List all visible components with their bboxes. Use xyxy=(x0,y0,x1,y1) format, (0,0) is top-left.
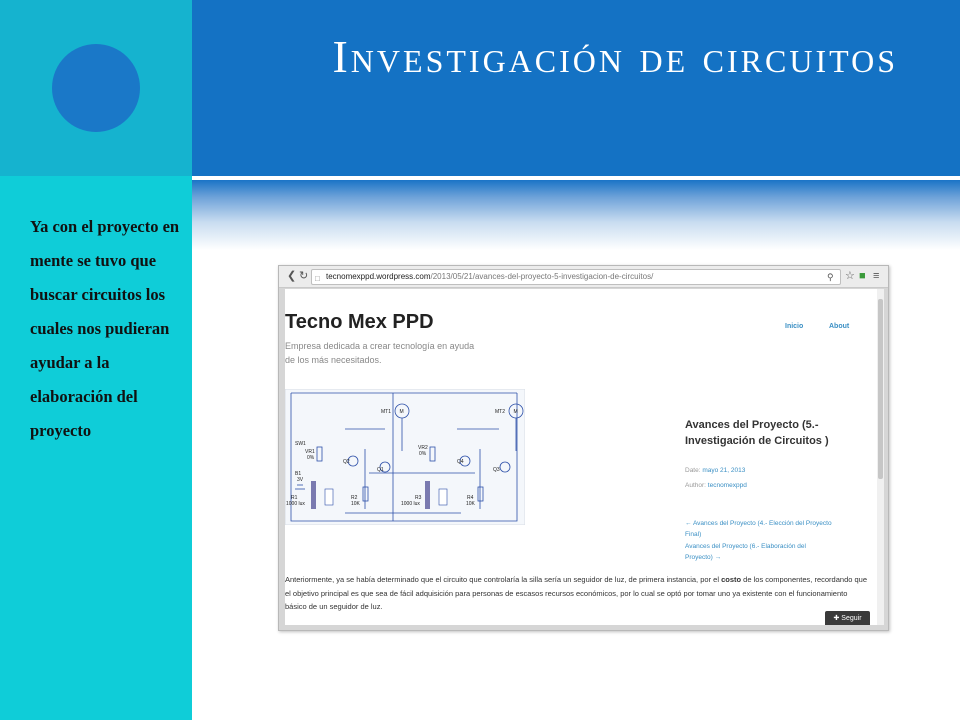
post-title[interactable]: Avances del Proyecto (5.- Investigación de Circuitos ) xyxy=(685,419,829,447)
url-host: tecnomexppd.wordpress.com xyxy=(326,272,431,281)
url-path: /2013/05/21/avances-del-proyecto-5-investigacion-de-circuitos/ xyxy=(430,272,654,281)
label-q4: Q4 xyxy=(457,459,464,465)
title-bar xyxy=(192,0,960,176)
label-sw1: SW1 xyxy=(295,441,306,447)
title-gradient xyxy=(192,180,960,250)
browser-viewport xyxy=(285,289,877,625)
label-m2: M xyxy=(513,409,518,415)
follow-label: Seguir xyxy=(841,615,862,622)
date-label: Date: xyxy=(685,467,701,474)
label-mt1: MT1 xyxy=(381,409,391,415)
post-body-part-2: de los componentes, recordando que el objetivo principal es que sea de fácil adquisición para personas de escasos recursos económicos, por lo cual se optó por tomar uno ya existente con el funcionamiento básico de un seguidor de luz. xyxy=(285,575,868,611)
address-bar[interactable] xyxy=(311,269,841,285)
page-icon: □ xyxy=(315,274,320,283)
scroll-thumb[interactable] xyxy=(878,299,883,479)
follow-button[interactable] xyxy=(825,611,870,625)
label-mt2: MT2 xyxy=(495,409,505,415)
decorative-circle xyxy=(52,44,140,132)
post-body-part-1: Anteriormente, ya se había determinado que el circuito que controlaría la silla sería un seguidor de luz, de primera instancia, por el xyxy=(285,575,722,584)
author-label: Author: xyxy=(685,482,706,489)
refresh-icon[interactable]: ↻ xyxy=(299,270,309,282)
post-body xyxy=(285,573,870,614)
extension-icon[interactable]: ■ xyxy=(859,270,866,282)
browser-screenshot xyxy=(278,265,889,631)
post-date xyxy=(685,467,745,474)
next-post-link[interactable]: Avances del Proyecto (6.- Elaboración del Proyecto) → xyxy=(685,543,806,561)
browser-toolbar xyxy=(279,266,888,288)
search-icon[interactable]: ⚲ xyxy=(827,272,834,282)
plus-icon: ✚ xyxy=(833,615,840,622)
post-author xyxy=(685,482,747,489)
circuit-diagram xyxy=(285,389,525,525)
author-link[interactable]: tecnomexppd xyxy=(707,482,747,489)
scrollbar[interactable] xyxy=(877,289,884,625)
label-r3: R3 xyxy=(415,495,422,501)
label-vr1-value: 0% xyxy=(307,455,315,461)
menu-icon[interactable]: ≡ xyxy=(873,270,880,282)
label-q1: Q1 xyxy=(377,467,384,473)
post-body-bold: costo xyxy=(721,575,742,584)
label-m1: M xyxy=(399,409,404,415)
label-q2: Q2 xyxy=(343,459,350,465)
label-r3-value: 1000 lux xyxy=(401,501,420,507)
label-r1-value: 1000 lux xyxy=(286,501,305,507)
label-vr1: VR1 xyxy=(305,449,315,455)
label-b1: B1 xyxy=(295,471,302,477)
date-link[interactable]: mayo 21, 2013 xyxy=(702,467,746,474)
label-r1: R1 xyxy=(291,495,298,501)
slide-title: Investigación de circuitos xyxy=(332,31,898,82)
label-r4-value: 10K xyxy=(466,501,475,507)
label-b1-value: 3V xyxy=(297,477,304,483)
label-vr2-value: 0% xyxy=(419,451,427,457)
site-description: Empresa dedicada a crear tecnología en ayuda de los más necesitados. xyxy=(285,341,475,365)
prev-post-link[interactable]: ← Avances del Proyecto (4.- Elección del Proyecto Final) xyxy=(685,520,832,538)
back-icon[interactable]: ❮ xyxy=(287,270,297,282)
nav-about[interactable]: About xyxy=(829,323,850,330)
star-icon[interactable]: ☆ xyxy=(845,270,855,282)
label-r4: R4 xyxy=(467,495,474,501)
label-r2-value: 10K xyxy=(351,501,360,507)
label-q3: Q3 xyxy=(493,467,500,473)
site-title[interactable]: Tecno Mex PPD xyxy=(285,311,434,333)
nav-inicio[interactable]: Inicio xyxy=(785,323,804,330)
label-r2: R2 xyxy=(351,495,358,501)
side-text: Ya con el proyecto en mente se tuvo que buscar circuitos los cuales nos pudieran ayudar a la elaboración del proyecto xyxy=(30,217,180,440)
label-vr2: VR2 xyxy=(418,445,428,451)
